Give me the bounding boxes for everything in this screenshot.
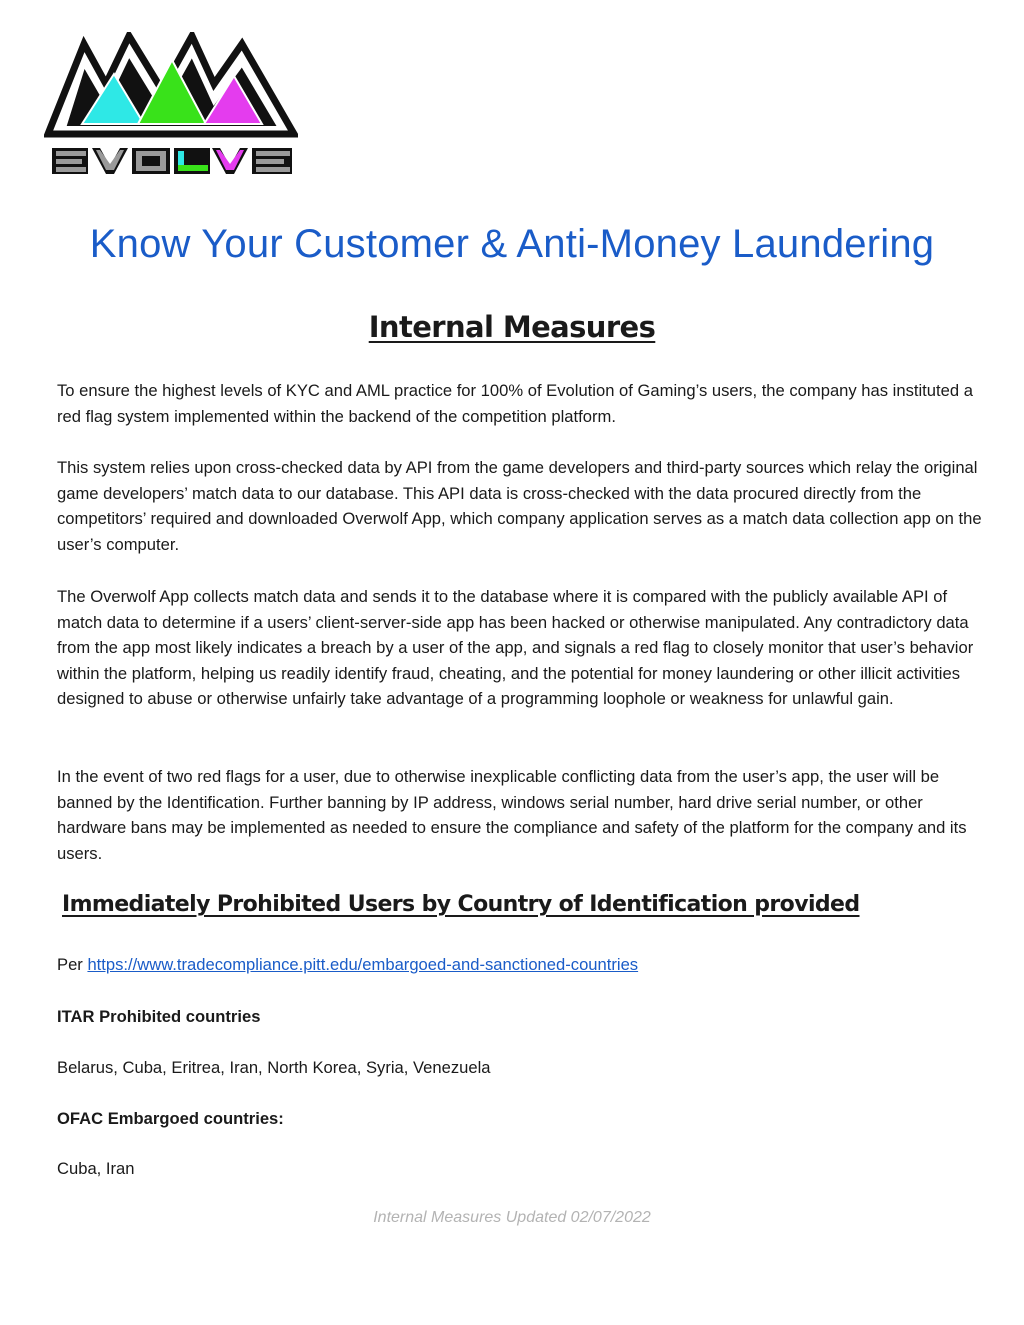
section-heading-prohibited-users: Immediately Prohibited Users by Country of Identification provided bbox=[62, 892, 860, 917]
page-title: Know Your Customer & Anti-Money Laundering bbox=[89, 222, 935, 266]
paragraph-api-crosscheck: This system relies upon cross-checked data by API from the game developers and third-party sources which relay the original game developers’ match data to our database. This API data is cross-checked with the data procured directly from the competitors’ required and downloaded Overwolf App, which company application serves as a match data collection app on the user’s computer. bbox=[57, 458, 982, 554]
footer-updated-note: Internal Measures Updated 02/07/2022 bbox=[373, 1209, 651, 1226]
per-line bbox=[57, 955, 638, 975]
ofac-heading: OFAC Embargoed countries: bbox=[57, 1109, 284, 1128]
evolve-logo bbox=[44, 32, 298, 182]
itar-heading: ITAR Prohibited countries bbox=[57, 1007, 261, 1026]
itar-countries: Belarus, Cuba, Eritrea, Iran, North Korea, Syria, Venezuela bbox=[57, 1058, 491, 1077]
paragraph-overwolf-app: The Overwolf App collects match data and sends it to the database where it is compared with the publicly available API of match data to determine if a users’ client-server-side app has been hacked or otherwise manipulated. Any contradictory data from the app most likely indicates a breach by a user of the app, and signals a red flag to closely monitor that user’s behavior within the platform, helping us readily identify fraud, cheating, and the potential for money laundering or other illicit activities designed to abuse or otherwise unfairly take advantage of a programming loophole or weakness for unlawful gain. bbox=[57, 587, 974, 709]
section-heading-internal-measures: Internal Measures bbox=[368, 310, 656, 344]
per-label: Per bbox=[57, 955, 88, 974]
paragraph-intro: To ensure the highest levels of KYC and AML practice for 100% of Evolution of Gaming’s users, the company has instituted a red flag system implemented within the backend of the competition platform. bbox=[57, 381, 973, 426]
ofac-countries: Cuba, Iran bbox=[57, 1159, 135, 1178]
paragraph-red-flags: In the event of two red flags for a user, due to otherwise inexplicable conflicting data from the user’s app, the user will be banned by the Identification. Further banning by IP address, windows serial number, hard drive serial number, or other hardware bans may be implemented as needed to ensure the compliance and safety of the platform for the company and its users. bbox=[57, 767, 967, 863]
logo-wordmark bbox=[50, 146, 294, 176]
trade-compliance-link[interactable]: https://www.tradecompliance.pitt.edu/embargoed-and-sanctioned-countries bbox=[87, 955, 639, 974]
